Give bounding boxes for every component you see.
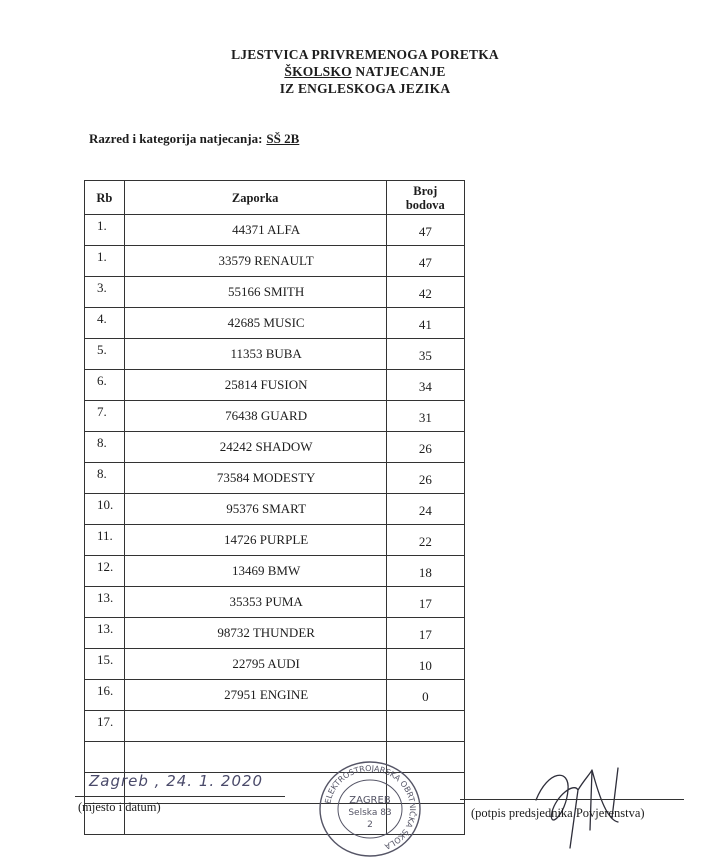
table-row bbox=[85, 215, 465, 246]
title-competition: NATJECANJE bbox=[351, 64, 446, 79]
row-code: 13469 BMW bbox=[124, 556, 386, 587]
row-points: 47 bbox=[386, 215, 464, 246]
school-stamp bbox=[316, 759, 424, 859]
row-points: 26 bbox=[386, 463, 464, 494]
category-line bbox=[89, 131, 299, 147]
stamp-street: Selska 83 bbox=[348, 808, 392, 818]
title-school-level: ŠKOLSKO bbox=[284, 64, 352, 79]
table-header-row bbox=[85, 181, 465, 215]
table-row bbox=[85, 277, 465, 308]
title-line-1: LJESTVICA PRIVREMENOGA PORETKA bbox=[231, 47, 499, 62]
row-rank: 11. bbox=[85, 525, 125, 556]
row-rank: 8. bbox=[85, 463, 125, 494]
row-code: 22795 AUDI bbox=[124, 649, 386, 680]
row-points: 34 bbox=[386, 370, 464, 401]
category-label: Razred i kategorija natjecanja: bbox=[89, 131, 263, 146]
row-rank: 7. bbox=[85, 401, 125, 432]
row-rank: 5. bbox=[85, 339, 125, 370]
row-code: 98732 THUNDER bbox=[124, 618, 386, 649]
row-points: 42 bbox=[386, 277, 464, 308]
results-table bbox=[84, 180, 465, 835]
table-row bbox=[85, 556, 465, 587]
row-code: 25814 FUSION bbox=[124, 370, 386, 401]
table-row bbox=[85, 649, 465, 680]
category-value: SŠ 2B bbox=[266, 131, 300, 146]
table-row bbox=[85, 432, 465, 463]
row-rank: 15. bbox=[85, 649, 125, 680]
row-code: 42685 MUSIC bbox=[124, 308, 386, 339]
signature-line bbox=[460, 799, 684, 800]
title-line-3: IZ ENGLESKOGA JEZIKA bbox=[279, 81, 451, 96]
row-points: 17 bbox=[386, 587, 464, 618]
row-code: 11353 BUBA bbox=[124, 339, 386, 370]
table-row bbox=[85, 525, 465, 556]
row-code: 44371 ALFA bbox=[124, 215, 386, 246]
row-points: 35 bbox=[386, 339, 464, 370]
stamp-number: 2 bbox=[367, 820, 373, 830]
row-rank: 8. bbox=[85, 432, 125, 463]
stamp-ring-text: ELEKTROSTROJARSKA OBRTNIČKA ŠKOLA bbox=[323, 763, 418, 852]
row-rank: 1. bbox=[85, 215, 125, 246]
table-row bbox=[85, 339, 465, 370]
table-row bbox=[85, 711, 465, 742]
row-code: 73584 MODESTY bbox=[124, 463, 386, 494]
row-points bbox=[386, 711, 464, 742]
row-code: 33579 RENAULT bbox=[124, 246, 386, 277]
row-code: 55166 SMITH bbox=[124, 277, 386, 308]
row-code: 14726 PURPLE bbox=[124, 525, 386, 556]
table-row bbox=[85, 246, 465, 277]
row-rank: 1. bbox=[85, 246, 125, 277]
row-rank: 10. bbox=[85, 494, 125, 525]
table-row bbox=[85, 370, 465, 401]
header-zaporka: Zaporka bbox=[124, 181, 386, 215]
header-bodovi: Broj bodova bbox=[386, 181, 464, 215]
row-code: 76438 GUARD bbox=[124, 401, 386, 432]
table-row bbox=[85, 618, 465, 649]
row-rank: 17. bbox=[85, 711, 125, 742]
row-points: 24 bbox=[386, 494, 464, 525]
row-points: 26 bbox=[386, 432, 464, 463]
row-code bbox=[124, 711, 386, 742]
signature-caption: (potpis predsjednika Povjerenstva) bbox=[471, 806, 645, 820]
row-code: 35353 PUMA bbox=[124, 587, 386, 618]
place-date-field bbox=[75, 768, 285, 802]
row-code: 27951 ENGINE bbox=[124, 680, 386, 711]
row-rank: 4. bbox=[85, 308, 125, 339]
row-points: 31 bbox=[386, 401, 464, 432]
row-rank: 13. bbox=[85, 587, 125, 618]
place-date-caption: (mjesto i datum) bbox=[78, 800, 161, 814]
row-points: 41 bbox=[386, 308, 464, 339]
row-rank: 6. bbox=[85, 370, 125, 401]
row-points: 17 bbox=[386, 618, 464, 649]
row-rank: 13. bbox=[85, 618, 125, 649]
table-row bbox=[85, 308, 465, 339]
title-line-2 bbox=[200, 63, 530, 80]
row-points: 10 bbox=[386, 649, 464, 680]
row-points: 22 bbox=[386, 525, 464, 556]
handwritten-place-date: Zagreb , 24. 1. 2020 bbox=[89, 772, 264, 790]
row-rank: 3. bbox=[85, 277, 125, 308]
row-points: 0 bbox=[386, 680, 464, 711]
table-row bbox=[85, 587, 465, 618]
table-row bbox=[85, 463, 465, 494]
row-points: 47 bbox=[386, 246, 464, 277]
table-row bbox=[85, 494, 465, 525]
president-signature bbox=[518, 760, 648, 850]
row-points: 18 bbox=[386, 556, 464, 587]
place-date-line bbox=[75, 796, 285, 797]
row-rank: 16. bbox=[85, 680, 125, 711]
header-rb: Rb bbox=[85, 181, 125, 215]
stamp-city: ZAGREB bbox=[349, 795, 391, 806]
row-rank: 12. bbox=[85, 556, 125, 587]
table-row bbox=[85, 401, 465, 432]
row-code: 24242 SHADOW bbox=[124, 432, 386, 463]
document-title bbox=[200, 46, 530, 97]
table-row bbox=[85, 680, 465, 711]
row-code: 95376 SMART bbox=[124, 494, 386, 525]
